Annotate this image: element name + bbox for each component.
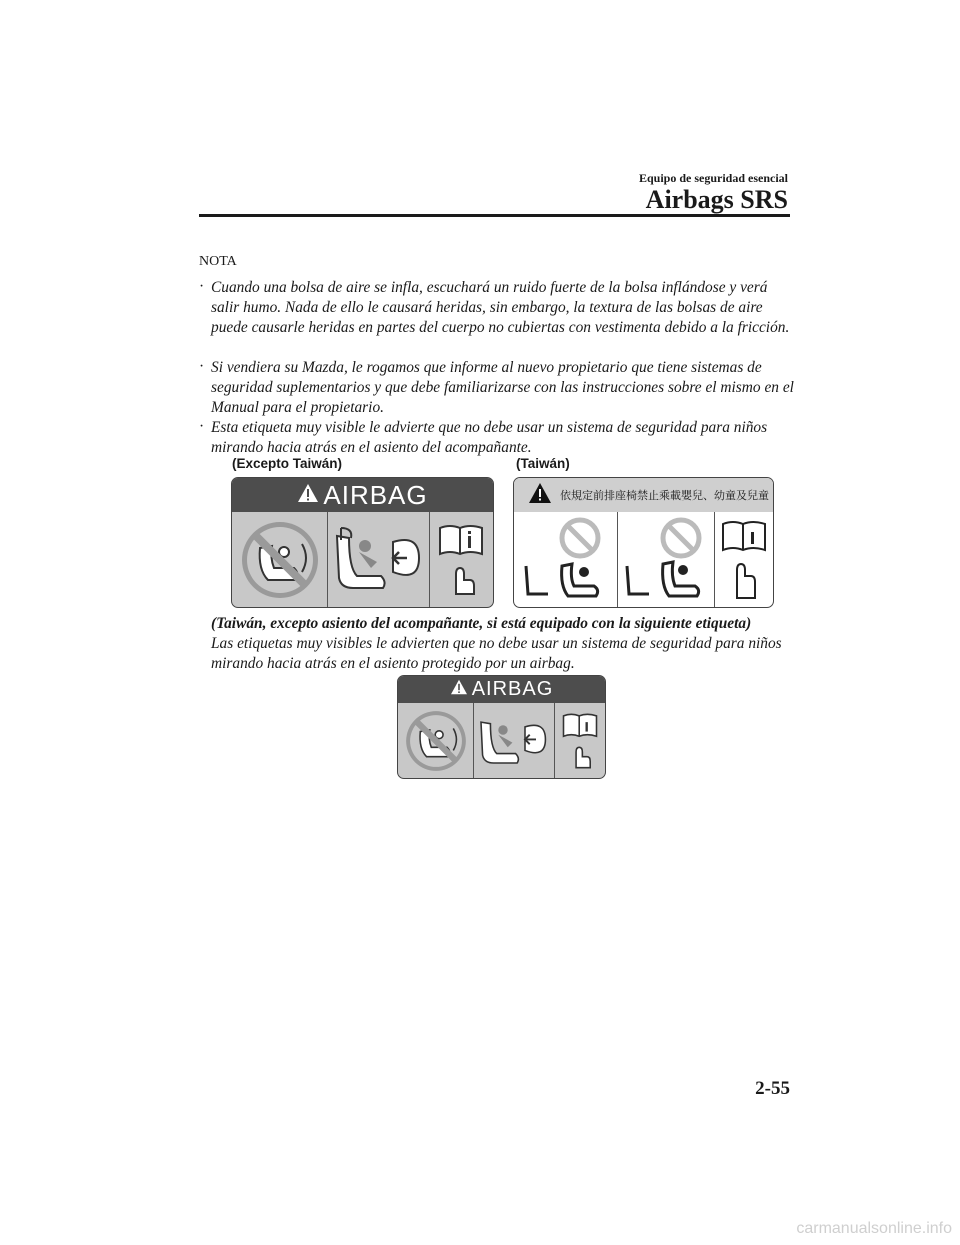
bullet-item <box>199 278 799 338</box>
taiwan-exception-text: Las etiquetas muy visibles le advierten que no debe usar un sistema de seguridad para niños mirando hacia atrás en el asiento protegido por un airbag. <box>211 635 782 672</box>
airbag-label-protected-seat <box>397 675 606 779</box>
bullet-text: Si vendiera su Mazda, le rogamos que informe al nuevo propietario que tiene sistemas de seguridad suplementarios y que debe familiarizarse con las instrucciones sobre el mismo en el Manual para el propietario. <box>211 359 794 416</box>
section-label: Equipo de seguridad esencial <box>638 171 788 185</box>
prohibited-child-seat-icon <box>398 703 474 778</box>
airbag-word: AIRBAG <box>471 678 554 700</box>
page-number: 2-55 <box>755 1078 790 1099</box>
airbag-label-except-taiwan <box>231 477 494 608</box>
bullet-item <box>199 358 799 418</box>
manual-book-icon <box>430 512 492 607</box>
bullet-symbol: · <box>199 418 205 435</box>
airbag-deploy-icon <box>328 512 430 607</box>
nota-label: NOTA <box>199 254 237 269</box>
page-title: Airbags SRS <box>645 185 788 214</box>
taiwan-exception-caption: (Taiwán, excepto asiento del acompañante, si está equipado con la siguiente etiqueta) <box>211 615 752 632</box>
airbag-deploy-icon <box>474 703 555 778</box>
airbag-word: AIRBAG <box>323 479 428 510</box>
prohibited-child-seat-icon <box>618 512 715 607</box>
taiwan-warning-text: 依規定前排座椅禁止乘載嬰兒、幼童及兒童 <box>560 489 769 502</box>
prohibited-child-seat-icon <box>514 512 618 607</box>
warning-triangle-icon <box>450 679 468 700</box>
bullet-item <box>199 418 799 458</box>
caption-taiwan: (Taiwán) <box>516 456 570 471</box>
prohibited-child-seat-icon <box>232 512 328 607</box>
pointing-hand-icon <box>576 747 590 767</box>
header-rule <box>199 214 790 217</box>
bullet-text: Cuando una bolsa de aire se infla, escuchará un ruido fuerte de la bolsa inflándose y verá salir humo. Nada de ello le causará heridas, sin embargo, la textura de las bolsas de aire puede causarle heridas en partes del cuerpo no cubiertas con vestimenta debido a la fricción. <box>211 279 790 336</box>
airbag-label-header <box>232 478 493 512</box>
airbag-label-header <box>398 676 605 703</box>
pointing-hand-icon <box>737 564 755 598</box>
watermark: carmanualsonline.info <box>796 1220 952 1237</box>
warning-triangle-icon <box>297 483 319 508</box>
manual-book-icon <box>555 703 604 778</box>
bullet-symbol: · <box>199 278 205 295</box>
bullet-symbol: · <box>199 358 205 375</box>
caption-except-taiwan: (Excepto Taiwán) <box>232 456 343 471</box>
airbag-label-taiwan <box>513 477 774 608</box>
manual-book-icon <box>715 512 773 607</box>
warning-triangle-icon <box>528 482 552 509</box>
bullet-text: Esta etiqueta muy visible le advierte que no debe usar un sistema de seguridad para niños mirando hacia atrás en el asiento del acompañante. <box>211 419 768 456</box>
pointing-hand-icon <box>456 568 474 594</box>
taiwan-label-header <box>514 478 773 512</box>
